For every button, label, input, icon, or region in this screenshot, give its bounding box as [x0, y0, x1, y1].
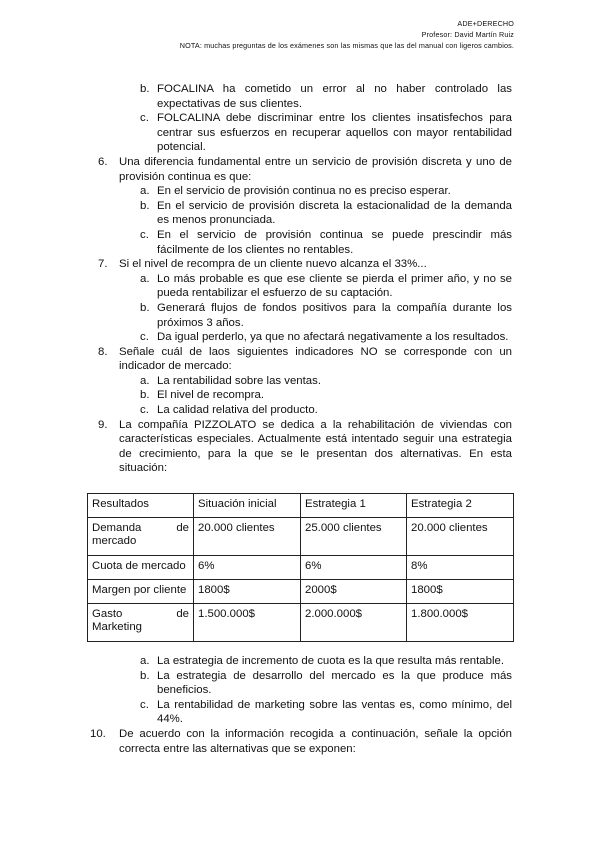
table-cell: Gasto de Marketing [88, 604, 194, 642]
q8-option-c [98, 403, 512, 418]
q6-option-c [98, 228, 512, 257]
option-text: FOLCALINA debe discriminar entre los clientes insatisfechos para centrar sus esfuerzos en recuperar aquellos con mayor rentabilidad potencial. [157, 112, 512, 154]
table-cell: 6% [301, 556, 407, 580]
option-marker: c. [140, 228, 149, 241]
option-text: El nivel de recompra. [157, 389, 264, 402]
option-marker: a. [140, 185, 150, 198]
option-text: La rentabilidad sobre las ventas. [157, 374, 322, 387]
results-table [87, 493, 514, 642]
option-marker: b. [140, 389, 150, 402]
question-9 [98, 418, 512, 476]
table-row [88, 518, 514, 556]
option-marker: c. [140, 112, 149, 125]
table-header-cell: Resultados [88, 494, 194, 518]
table-header-cell: Estrategia 2 [407, 494, 514, 518]
q7-option-a [98, 272, 512, 301]
table-cell: 2000$ [301, 580, 407, 604]
q5-option-b [98, 82, 512, 111]
table-cell: 1800$ [194, 580, 301, 604]
q8-option-b [98, 388, 512, 403]
question-10 [90, 727, 512, 756]
table-cell: 1.800.000$ [407, 604, 514, 642]
question-number: 10. [90, 728, 106, 740]
table-cell: 20.000 clientes [194, 518, 301, 556]
question-6 [98, 155, 512, 184]
q9-option-b [98, 669, 512, 698]
q9-option-a [98, 654, 512, 669]
option-text: La estrategia de incremento de cuota es la que resulta más rentable. [157, 655, 504, 668]
question-8 [98, 345, 512, 374]
table-cell: 8% [407, 556, 514, 580]
table-header-row [88, 494, 514, 518]
option-marker: c. [140, 404, 149, 417]
option-marker: c. [140, 331, 149, 344]
table-row [88, 556, 514, 580]
header-course: ADE+DERECHO [457, 19, 514, 28]
table-cell: Demanda de mercado [88, 518, 194, 556]
q9-option-c [98, 698, 512, 727]
question-text: Si el nivel de recompra de un cliente nuevo alcanza el 33%... [119, 258, 427, 271]
table-cell: Margen por cliente [88, 580, 194, 604]
q6-option-a [98, 184, 512, 199]
option-text: Lo más probable es que ese cliente se pierda el primer año, y no se pueda rentabilizar el esfuerzo de su captación. [157, 272, 512, 300]
option-text: En el servicio de provisión discreta la estacionalidad de la demanda es menos pronunciada. [157, 199, 512, 227]
question-number: 7. [98, 258, 108, 271]
q8-option-a [98, 374, 512, 389]
question-text: Señale cuál de laos siguientes indicadores NO se corresponde con un indicador de mercado: [119, 345, 512, 373]
table-row [88, 604, 514, 642]
table-cell: 25.000 clientes [301, 518, 407, 556]
document-body [90, 82, 512, 756]
table-cell: 1.500.000$ [194, 604, 301, 642]
question-text: Una diferencia fundamental entre un servicio de provisión discreta y uno de provisión continua es que: [119, 155, 512, 183]
table-cell: 2.000.000$ [301, 604, 407, 642]
header-note: NOTA: muchas preguntas de los exámenes son las mismas que las del manual con ligeros cambios. [179, 41, 514, 50]
option-text: En el servicio de provisión continua se puede prescindir más fácilmente de los clientes no rentables. [157, 228, 512, 256]
option-text: Da igual perderlo, ya que no afectará negativamente a los resultados. [157, 331, 509, 344]
page-header [180, 18, 514, 51]
table-cell: Cuota de mercado [88, 556, 194, 580]
question-text: La compañía PIZZOLATO se dedica a la rehabilitación de viviendas con características especiales. Actualmente está intentado seguir una estrategia de crecimiento, para la que se le presentan dos alternativas. En esta situación: [119, 418, 512, 475]
option-text: FOCALINA ha cometido un error al no haber controlado las expectativas de sus clientes. [157, 83, 512, 110]
option-marker: a. [140, 374, 150, 387]
q7-option-c [98, 330, 512, 345]
question-text: De acuerdo con la información recogida a continuación, señale la opción correcta entre las alternativas que se exponen: [119, 728, 512, 755]
option-marker: c. [140, 698, 149, 711]
table-row [88, 580, 514, 604]
q6-option-b [98, 199, 512, 228]
option-marker: b. [140, 83, 150, 95]
question-number: 6. [98, 155, 108, 168]
header-professor: Profesor: David Martín Ruiz [421, 30, 514, 39]
option-marker: a. [140, 272, 150, 285]
table-header-cell: Situación inicial [194, 494, 301, 518]
option-text: La calidad relativa del producto. [157, 404, 318, 417]
question-number: 8. [98, 345, 108, 358]
question-7 [98, 257, 512, 272]
table-header-cell: Estrategia 1 [301, 494, 407, 518]
option-text: En el servicio de provisión continua no es preciso esperar. [157, 185, 451, 198]
option-text: La rentabilidad de marketing sobre las ventas es, como mínimo, del 44%. [157, 698, 512, 726]
option-marker: a. [140, 655, 150, 668]
question-number: 9. [98, 418, 108, 431]
table-cell: 20.000 clientes [407, 518, 514, 556]
option-text: Generará flujos de fondos positivos para la compañía durante los próximos 3 años. [157, 301, 512, 329]
option-marker: b. [140, 301, 150, 314]
q5-option-c [98, 111, 512, 155]
option-marker: b. [140, 199, 150, 212]
option-marker: b. [140, 669, 150, 682]
table-cell: 6% [194, 556, 301, 580]
option-text: La estrategia de desarrollo del mercado es la que produce más beneficios. [157, 669, 512, 697]
table-cell: 1800$ [407, 580, 514, 604]
q7-option-b [98, 301, 512, 330]
